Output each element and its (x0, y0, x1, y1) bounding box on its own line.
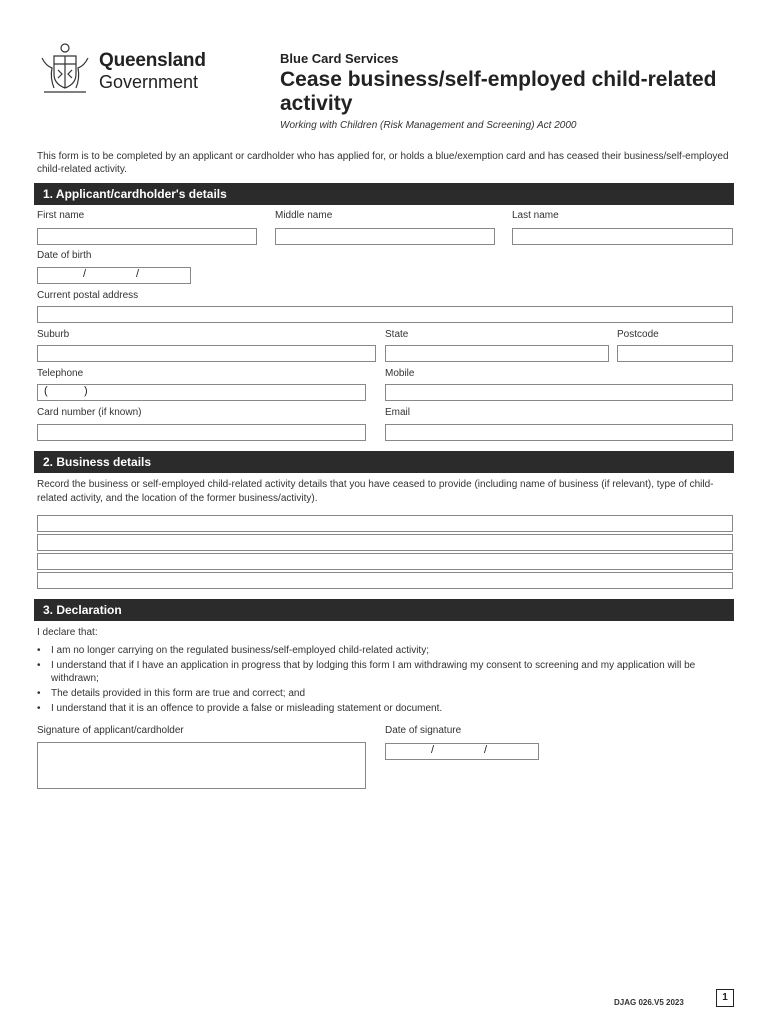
declaration-item: • I understand that it is an offence to provide a false or misleading statement or document. (37, 702, 737, 715)
mobile-label: Mobile (385, 368, 415, 379)
signature-field[interactable] (37, 742, 366, 789)
business-details-instructions: Record the business or self-employed child-related activity details that you have ceased to provide (including name of business (if relevant), type of child-related activity, and the location of the former business/activity). (37, 479, 714, 504)
logo-queensland-text: Queensland (99, 50, 206, 71)
postcode-label: Postcode (617, 329, 659, 340)
business-details-line-3[interactable] (37, 553, 733, 570)
last-name-field[interactable] (512, 228, 733, 245)
first-name-field[interactable] (37, 228, 257, 245)
business-details-line-2[interactable] (37, 534, 733, 551)
form-code: DJAG 026.V5 2023 (614, 998, 684, 1007)
queensland-government-logo (36, 40, 216, 100)
declaration-list (37, 644, 737, 717)
declaration-item: • The details provided in this form are true and correct; and (37, 687, 737, 700)
postal-address-label: Current postal address (37, 290, 139, 301)
date-separator: / (83, 268, 87, 280)
agency-name: Blue Card Services (280, 51, 399, 66)
form-title: Cease business/self-employed child-related activity (280, 68, 717, 115)
signature-label: Signature of applicant/cardholder (37, 725, 184, 736)
date-separator: / (431, 744, 435, 756)
first-name-label: First name (37, 210, 85, 221)
middle-name-label: Middle name (275, 210, 333, 221)
date-separator: / (484, 744, 488, 756)
state-field[interactable] (385, 345, 609, 362)
business-details-line-1[interactable] (37, 515, 733, 532)
card-number-field[interactable] (37, 424, 366, 441)
section-3-heading: 3. Declaration (34, 599, 734, 621)
telephone-label: Telephone (37, 368, 84, 379)
declaration-intro: I declare that: (37, 627, 98, 638)
page-number: 1 (716, 989, 734, 1007)
declaration-item: • I understand that if I have an application in progress that by lodging this form I am withdrawing my consent to screening and my application will be withdrawn; (37, 659, 737, 685)
card-number-label: Card number (if known) (37, 407, 142, 418)
mobile-field[interactable] (385, 384, 733, 401)
logo-government-text: Government (99, 72, 199, 92)
area-code-close: ) (84, 385, 88, 397)
coat-of-arms-icon (36, 40, 94, 98)
dob-field[interactable] (37, 267, 191, 284)
email-label: Email (385, 407, 411, 418)
middle-name-field[interactable] (275, 228, 495, 245)
last-name-label: Last name (512, 210, 559, 221)
section-2-heading: 2. Business details (34, 451, 734, 473)
suburb-label: Suburb (37, 329, 70, 340)
date-separator: / (136, 268, 140, 280)
legislation-reference: Working with Children (Risk Management and Screening) Act 2000 (280, 120, 577, 131)
telephone-field[interactable] (37, 384, 366, 401)
business-details-line-4[interactable] (37, 572, 733, 589)
suburb-field[interactable] (37, 345, 376, 362)
date-of-signature-field[interactable] (385, 743, 539, 760)
date-of-signature-label: Date of signature (385, 725, 462, 736)
state-label: State (385, 329, 409, 340)
postal-address-field[interactable] (37, 306, 733, 323)
postcode-field[interactable] (617, 345, 733, 362)
section-1-heading: 1. Applicant/cardholder's details (34, 183, 734, 205)
area-code-open: ( (44, 385, 48, 397)
intro-text: This form is to be completed by an applicant or cardholder who has applied for, or holds a blue/exemption card and has ceased their business/self-employed child-related activity. (37, 151, 729, 175)
dob-label: Date of birth (37, 250, 92, 261)
email-field[interactable] (385, 424, 733, 441)
declaration-item: • I am no longer carrying on the regulated business/self-employed child-related activity; (37, 644, 737, 657)
